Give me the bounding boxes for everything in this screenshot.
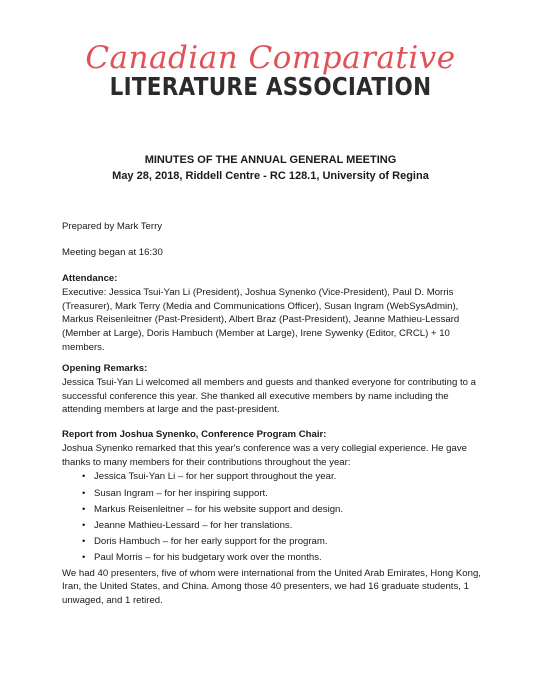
list-item-text: Doris Hambuch – for her early support for the program. [94, 536, 328, 548]
list-item [62, 518, 482, 534]
program-chair-report-section [62, 428, 482, 608]
logo-script-text: Canadian Comparative [85, 40, 456, 76]
opening-remarks-text: Jessica Tsui-Yan Li welcomed all members and guests and thanked everyone for contributing to a successful conference this year. She thanked all executive members by name including the attending members at large and the past-president. [62, 376, 477, 416]
bullet-icon: • [82, 487, 86, 499]
list-item-text: Markus Reisenleitner – for his website support and design. [94, 503, 344, 515]
opening-remarks-heading: Opening Remarks: [62, 363, 148, 374]
list-item [62, 502, 482, 518]
prepared-by-text: Prepared by Mark Terry [62, 221, 163, 232]
document-title: MINUTES OF THE ANNUAL GENERAL MEETING [144, 154, 397, 166]
report-closing: We had 40 presenters, five of whom were international from the United Arab Emirates, Hong Kong, Iran, the United States, and China. Among those 40 presenters, we had 16 graduate students, 1 unwaged, and 1 retired. [62, 567, 481, 607]
thanks-list [62, 469, 482, 566]
report-intro: Joshua Synenko remarked that this year's conference was a very collegial experience. He gave thanks to many members for their contributions throughout the year: [62, 442, 467, 468]
report-heading: Report from Joshua Synenko, Conference Program Chair: [62, 429, 327, 440]
bullet-icon: • [82, 552, 86, 564]
list-item [62, 486, 482, 502]
list-item [62, 534, 482, 550]
bullet-icon: • [82, 503, 86, 515]
bullet-icon: • [82, 471, 86, 483]
logo-block-text: LITERATURE ASSOCIATION [109, 72, 432, 101]
list-item [62, 550, 482, 566]
prepared-by-paragraph [62, 220, 482, 234]
list-item-text: Jeanne Mathieu-Lessard – for her translations. [94, 520, 293, 531]
attendance-text: Executive: Jessica Tsui-Yan Li (President), Joshua Synenko (Vice-President), Paul D. Morris (Treasurer), Mark Terry (Media and Communications Officer), Susan Ingram (WebSysAdmin), Markus Reisenleitner (Past-President), Albert Braz (Past-President), Jeanne Mathieu-Lessard (Member at Large), Doris Hambuch (Member at Large), Irene Sywenky (Editor, CRCL) + 10 members. [62, 286, 460, 353]
document-header [0, 152, 541, 184]
association-logo [0, 40, 541, 101]
bullet-icon: • [82, 536, 86, 548]
meeting-start-text: Meeting began at 16:30 [62, 247, 163, 258]
list-item-text: Paul Morris – for his budgetary work over the months. [94, 552, 322, 564]
opening-remarks-section [62, 362, 482, 417]
document-subtitle: May 28, 2018, Riddell Centre - RC 128.1, University of Regina [112, 170, 429, 182]
bullet-icon: • [82, 520, 86, 531]
list-item-text: Jessica Tsui-Yan Li – for her support throughout the year. [94, 471, 337, 483]
list-item-text: Susan Ingram – for her inspiring support. [94, 487, 268, 499]
attendance-heading: Attendance: [62, 273, 118, 284]
meeting-start-paragraph [62, 246, 482, 260]
list-item [62, 469, 482, 485]
attendance-section [62, 272, 482, 355]
